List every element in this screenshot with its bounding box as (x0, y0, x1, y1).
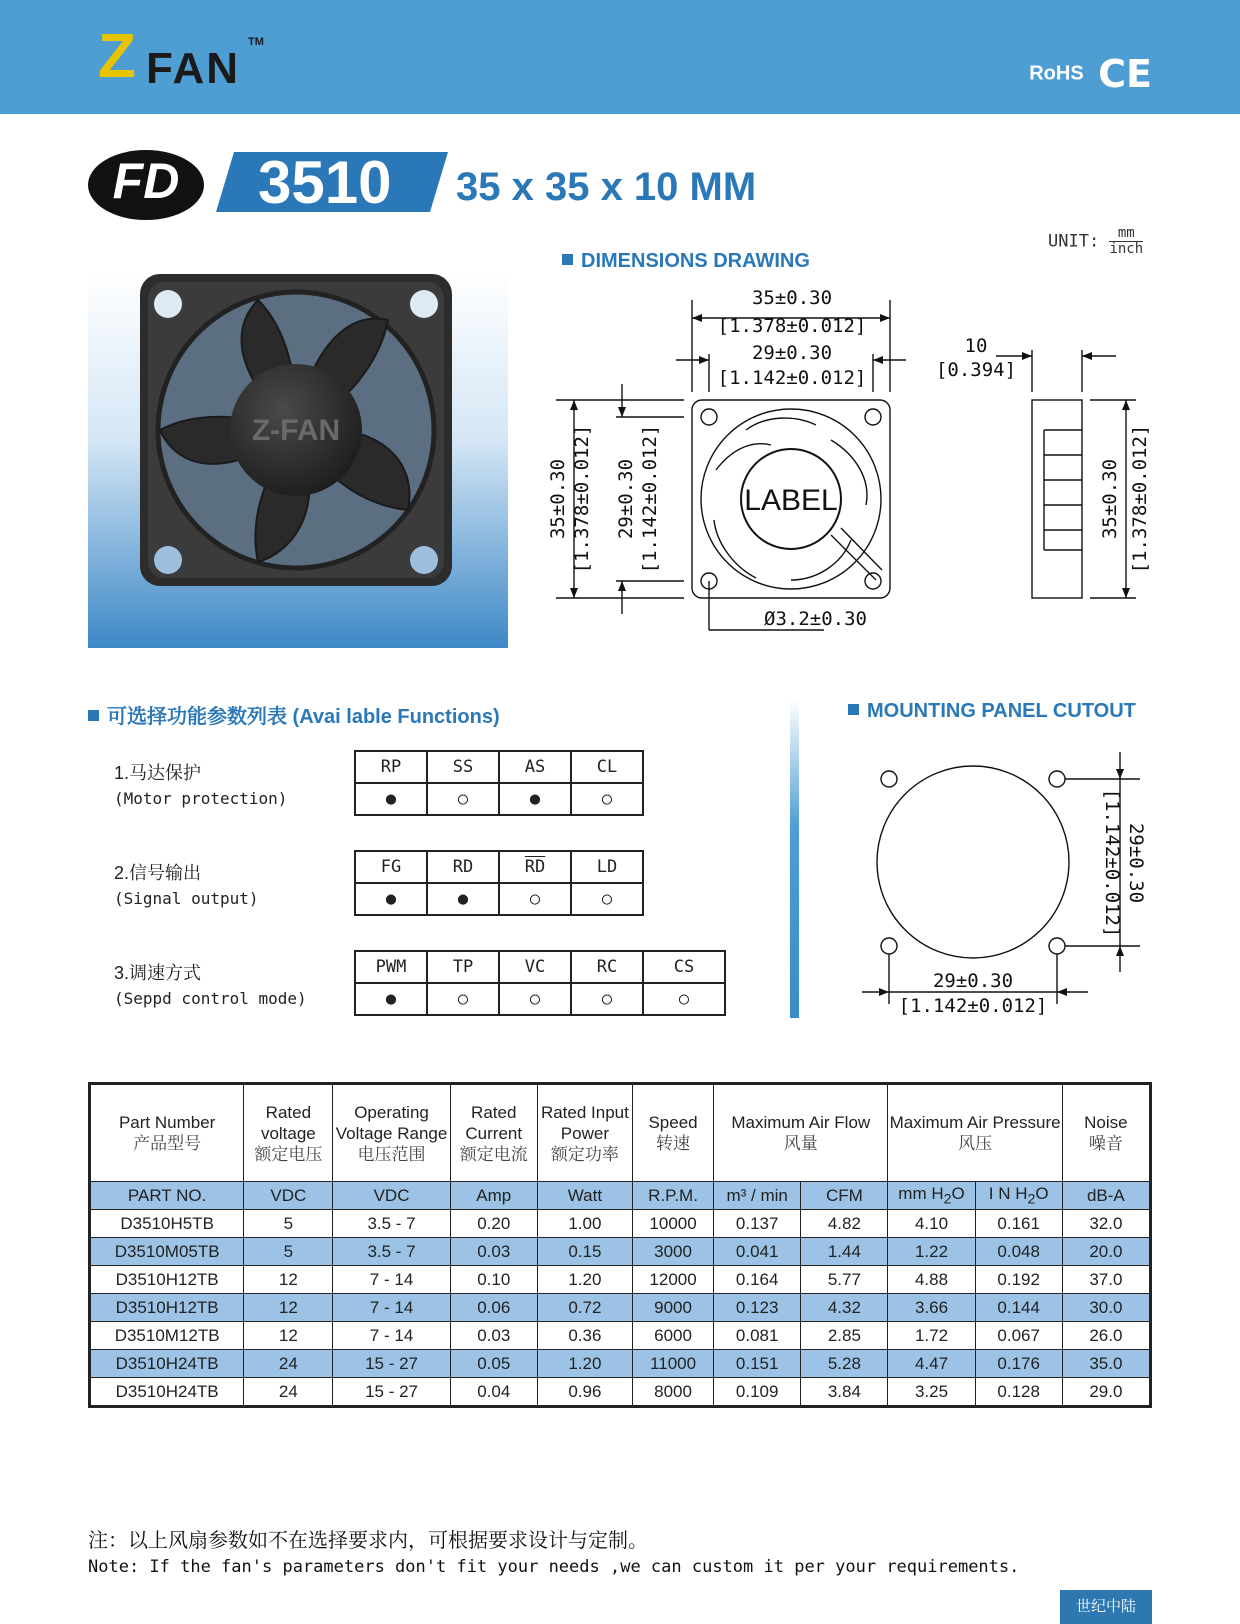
section-functions: 可选择功能参数列表 (Avai lable Functions) (88, 700, 500, 729)
footer-tag: 世纪中陆 (1060, 1590, 1152, 1624)
model-size: 35 x 35 x 10 MM (456, 165, 757, 209)
rohs-mark: RoHS (1029, 62, 1084, 85)
footnote (88, 1528, 1019, 1580)
unit-mm: mm (1109, 226, 1143, 242)
dim-width-outer-inch: [1.378±0.012] (717, 315, 867, 337)
dim-depth-inch: [0.394] (935, 359, 1017, 381)
logo-z: Z (98, 22, 136, 91)
footnote-en: Note: If the fan's parameters don't fit your needs ,we can custom it per your requirements. (88, 1557, 1020, 1577)
spec-row: D3510H24TB 24 15 - 27 0.05 1.20 11000 0.151 5.28 4.47 0.176 35.0 (90, 1350, 1151, 1378)
dim-height-inner-inch: [1.142±0.012] (639, 424, 661, 574)
dim-height-outer-inch: [1.378±0.012] (571, 424, 593, 574)
mounting-cutout-drawing (850, 742, 1160, 1022)
unit-legend (1048, 226, 1143, 257)
speed-control-table: PWM TP VC RC CS ● ○ ○ ○ ○ (354, 950, 726, 1016)
unit-label: UNIT: (1048, 231, 1100, 252)
dim-height-outer: 35±0.30 (547, 458, 569, 540)
spec-row: D3510H12TB 12 7 - 14 0.10 1.20 12000 0.164 5.77 4.88 0.192 37.0 (90, 1266, 1151, 1294)
spec-row: D3510H24TB 24 15 - 27 0.04 0.96 8000 0.109 3.84 3.25 0.128 29.0 (90, 1378, 1151, 1407)
footnote-cn: 注：以上风扇参数如不在选择要求内，可根据要求设计与定制。 (88, 1530, 648, 1552)
dim-side-height: 35±0.30 (1099, 458, 1121, 540)
spec-row: D3510M12TB 12 7 - 14 0.03 0.36 6000 0.081 2.85 1.72 0.067 26.0 (90, 1322, 1151, 1350)
dim-width-inner: 29±0.30 (751, 342, 833, 364)
mount-height-inch: [1.142±0.012] (1101, 788, 1123, 938)
spec-row: D3510H5TB 5 3.5 - 7 0.20 1.00 10000 0.137 4.82 4.10 0.161 32.0 (90, 1210, 1151, 1238)
spec-row: D3510H12TB 12 7 - 14 0.06 0.72 9000 0.123 4.32 3.66 0.144 30.0 (90, 1294, 1151, 1322)
product-photo (88, 270, 508, 648)
dim-side-height-inch: [1.378±0.012] (1129, 424, 1151, 574)
section-divider (790, 700, 799, 1018)
dim-hole: Ø3.2±0.30 (764, 608, 867, 630)
ce-mark: CE (1098, 52, 1152, 96)
mount-width: 29±0.30 (932, 970, 1014, 992)
model-number: 3510 (258, 149, 392, 216)
section-dimensions: DIMENSIONS DRAWING (562, 250, 810, 273)
spec-table (88, 1082, 1152, 1408)
spec-row: D3510M05TB 5 3.5 - 7 0.03 0.15 3000 0.041 1.44 1.22 0.048 20.0 (90, 1238, 1151, 1266)
dimensions-drawing (547, 280, 1156, 650)
spec-units-row: PART NO. VDC VDC Amp Watt R.P.M. m³ / min CFM mm $H_2O$ I N $H_2O$ dB-A (90, 1182, 1151, 1210)
function-speed-control: 3.调速方式 (Seppd control mode) (114, 963, 307, 1008)
section-mounting: MOUNTING PANEL CUTOUT (848, 700, 1136, 723)
dim-width-outer: 35±0.30 (751, 287, 833, 309)
motor-protection-table: RP SS AS CL ● ○ ● ○ (354, 750, 644, 816)
dim-height-inner: 29±0.30 (615, 458, 637, 540)
mount-width-inch: [1.142±0.012] (898, 995, 1048, 1017)
certifications (1029, 52, 1152, 96)
series-label: FD (112, 153, 180, 209)
dim-width-inner-inch: [1.142±0.012] (717, 367, 867, 389)
logo-tm: TM (248, 36, 264, 48)
logo-fan: FAN (146, 44, 240, 93)
function-signal-output: 2.信号输出 (Signal output) (114, 863, 259, 908)
dim-depth: 10 (964, 335, 988, 357)
mount-height: 29±0.30 (1125, 822, 1147, 904)
signal-output-table: FG RD $\overline{RD}$ LD ● ● ○ ○ (354, 850, 644, 916)
function-motor-protection: 1.马达保护 (Motor protection) (114, 763, 288, 808)
fan-label: LABEL (744, 484, 838, 517)
hub-logo: Z-FAN (251, 414, 341, 447)
spec-header-row: Part Number 产品型号 Rated voltage 额定电压 Operating Voltage Range 电压范围 Rated Current 额定电流 Rated Input Power 额定功率 Speed 转速 Maximum Air Flow 风量 Maximum Air Pressure 风压 Noise 噪音 (90, 1084, 1151, 1182)
unit-inch: inch (1109, 241, 1144, 257)
